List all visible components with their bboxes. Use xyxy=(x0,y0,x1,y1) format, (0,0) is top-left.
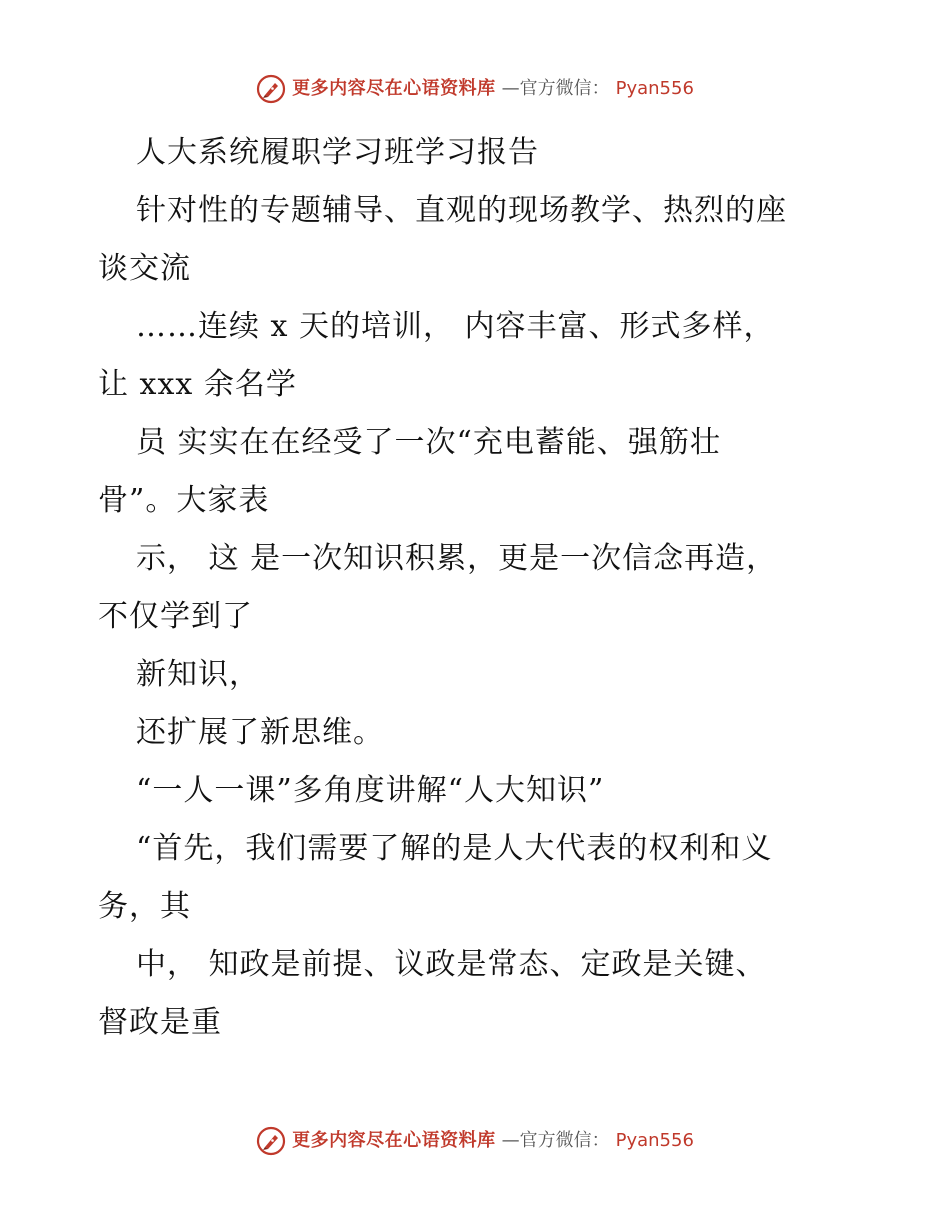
footer-banner xyxy=(0,1126,950,1156)
pen-nib-logo-icon xyxy=(256,74,286,104)
document-line: 人大系统履职学习班学习报告 xyxy=(136,135,539,170)
document-line: 新知识， xyxy=(136,657,260,692)
document-line: 务，其 xyxy=(98,889,191,924)
document-line: 让 xxx 余名学 xyxy=(98,367,297,402)
banner-wechat-label: —官方微信： xyxy=(501,1130,610,1151)
banner-site-name: 更多内容尽在心语资料库 xyxy=(292,1130,496,1151)
document-body xyxy=(98,124,858,1052)
document-line: 督政是重 xyxy=(98,1005,222,1040)
pen-nib-logo-icon xyxy=(256,1126,286,1156)
document-line: “一人一课”多角度讲解“人大知识” xyxy=(136,773,605,808)
banner-wechat-id: Pyan556 xyxy=(615,78,694,99)
document-line: 针对性的专题辅导、直观的现场教学、热烈的座 xyxy=(136,193,787,228)
document-line: 示， 这 是一次知识积累，更是一次信念再造， xyxy=(136,541,778,576)
document-line: 员 实实在在经受了一次“充电蓄能、强筋壮 xyxy=(136,425,721,460)
header-banner xyxy=(0,74,950,104)
document-line: ……连续 x 天的培训， 内容丰富、形式多样， xyxy=(136,309,775,344)
document-line: 骨”。大家表 xyxy=(98,483,270,518)
document-line: “首先，我们需要了解的是人大代表的权利和义 xyxy=(136,831,773,866)
document-line: 还扩展了新思维。 xyxy=(136,715,384,750)
banner-site-name: 更多内容尽在心语资料库 xyxy=(292,78,496,99)
banner-wechat-id: Pyan556 xyxy=(615,1130,694,1151)
document-line: 不仅学到了 xyxy=(98,599,253,634)
banner-wechat-label: —官方微信： xyxy=(501,78,610,99)
document-line: 谈交流 xyxy=(98,251,191,286)
document-line: 中， 知政是前提、议政是常态、定政是关键、 xyxy=(136,947,767,982)
